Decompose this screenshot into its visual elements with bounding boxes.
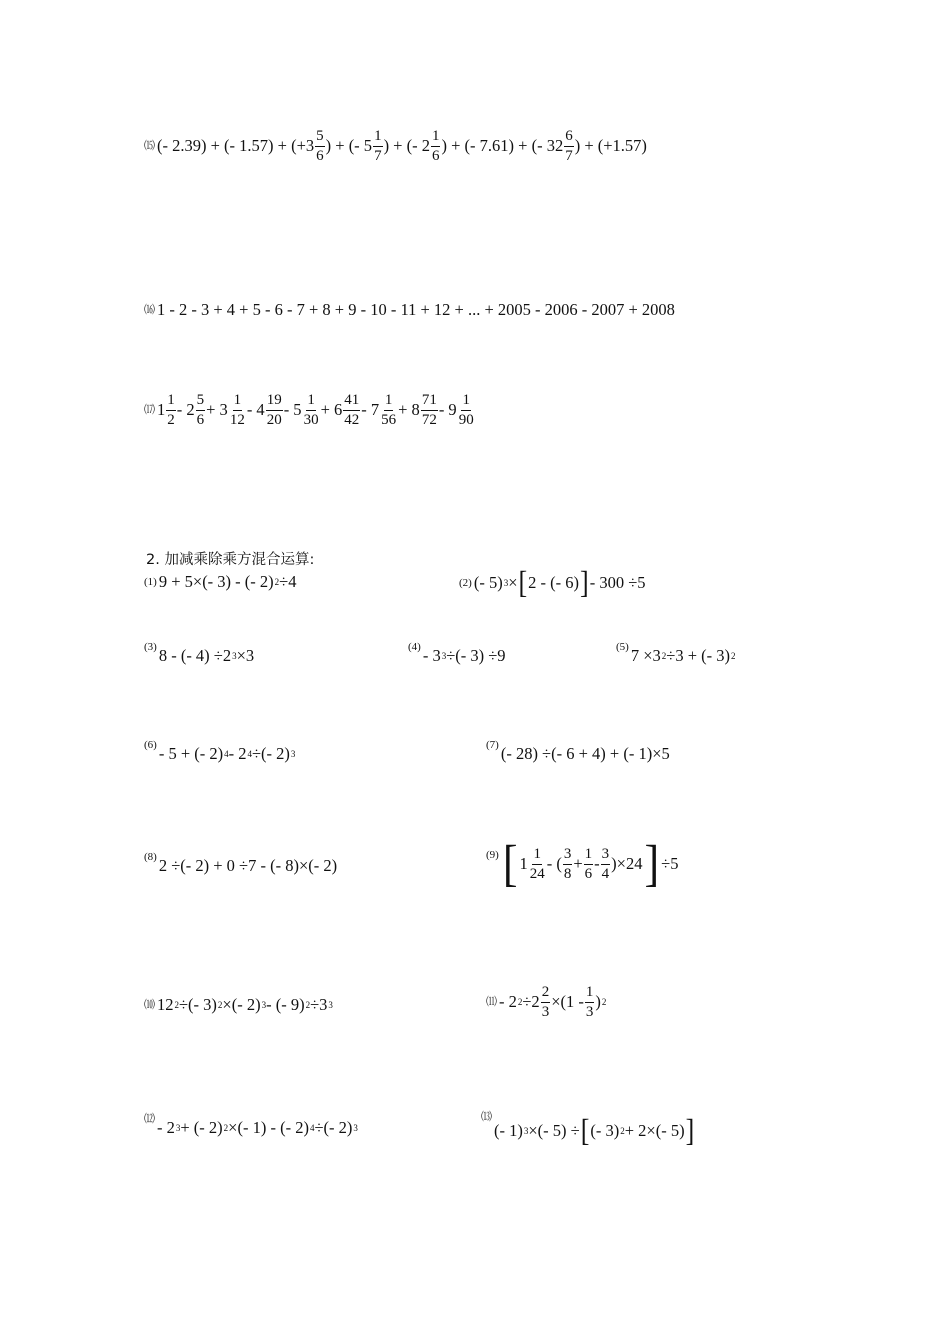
expression-part: - 2 xyxy=(157,1118,175,1137)
fraction: $\frac{71}{72}$ xyxy=(421,392,437,428)
problem-7 xyxy=(486,739,670,763)
exponent: 3 xyxy=(353,1122,358,1133)
integer-part: + 8 xyxy=(398,400,420,420)
fraction: $\frac{1}{24}$ xyxy=(529,845,545,882)
integer-part: - 7 xyxy=(361,400,380,420)
expression-part: (- 1) xyxy=(494,1120,523,1140)
exponent: 3 xyxy=(328,999,333,1010)
problem-13 xyxy=(481,1111,695,1148)
problem-number: (1) xyxy=(144,575,157,588)
exponent: 2 xyxy=(305,999,311,1010)
expression-part: 2 - (- 6) xyxy=(528,572,580,592)
problem-6 xyxy=(144,739,296,763)
expression-part: ÷5 xyxy=(661,853,679,873)
problem-16 xyxy=(144,302,675,319)
expression-part: ÷4 xyxy=(279,572,297,591)
expression-part: (- 2.39) + (- 1.57) + (+3 xyxy=(157,136,315,156)
problem-number: (6) xyxy=(144,739,157,751)
problem-15 xyxy=(144,129,647,164)
fraction: $\frac{1}{6}$ xyxy=(431,128,440,164)
problem-number: ⒄ xyxy=(144,404,155,416)
expression-part: ÷2 xyxy=(522,992,540,1012)
exponent: 3 xyxy=(523,1125,529,1136)
fraction: $\frac{5}{6}$ xyxy=(316,128,324,164)
problem-5 xyxy=(616,641,736,665)
expression-part: - xyxy=(594,853,600,873)
problem-4 xyxy=(408,641,506,665)
expression-part: - 3 xyxy=(422,646,441,665)
fraction: $\frac{19}{20}$ xyxy=(266,392,282,428)
expression-part: ×(- 2) xyxy=(222,995,261,1014)
expression-part: - ( xyxy=(546,853,562,873)
problem-number: (5) xyxy=(616,641,629,653)
exponent: 3 xyxy=(175,1122,181,1133)
expression-part: - 300 ÷5 xyxy=(589,572,646,592)
problem-3 xyxy=(144,641,255,665)
problem-number: ⑾ xyxy=(486,996,497,1008)
expression-part: ×(1 - xyxy=(551,992,584,1012)
expression-part: + 2×(- 5) xyxy=(624,1120,685,1140)
left-bracket: [ xyxy=(580,1113,590,1148)
integer-part: - 9 xyxy=(438,400,457,420)
integer-part: + 3 xyxy=(206,400,228,420)
expression-part: 8 - (- 4) ÷2 xyxy=(158,646,232,665)
problem-number: (2) xyxy=(459,576,472,589)
exponent: 2 xyxy=(223,1122,229,1133)
problem-number: ⒂ xyxy=(144,140,155,152)
problem-12 xyxy=(144,1113,358,1137)
fraction: $\frac{1}{6}$ xyxy=(584,845,593,882)
expression-part: ) + (- 5 xyxy=(325,136,373,156)
exponent: 2 xyxy=(217,999,223,1010)
expression-part: ) + (- 2 xyxy=(383,136,430,156)
expression-part: ÷(- 3) xyxy=(179,995,217,1014)
fraction: $\frac{1}{7}$ xyxy=(374,128,382,164)
exponent: 2 xyxy=(274,576,280,587)
exponent: 4 xyxy=(309,1122,315,1133)
fraction: $\frac{3}{8}$ xyxy=(563,845,572,882)
expression-part: ÷(- 2) xyxy=(252,744,290,763)
problem-number: ⑿ xyxy=(144,1113,155,1125)
problem-11 xyxy=(486,985,606,1020)
right-bracket: ] xyxy=(580,565,589,600)
fraction: $\frac{3}{4}$ xyxy=(601,845,610,882)
problem-number: (4) xyxy=(408,641,421,653)
expression-part: ) + (+1.57) xyxy=(574,136,647,156)
exponent: 3 xyxy=(261,999,267,1010)
expression-part: (- 3) xyxy=(590,1120,620,1140)
integer-part: - 4 xyxy=(246,400,265,420)
expression-part: 9 + 5×(- 3) - (- 2) xyxy=(158,572,274,591)
expression-part: 7 ×3 xyxy=(630,646,661,665)
problem-10 xyxy=(144,997,333,1014)
expression-part: - 2 xyxy=(499,992,517,1012)
expression-part: ×3 xyxy=(236,646,255,665)
fraction: $\frac{2}{3}$ xyxy=(541,984,550,1020)
expression-part: + (- 2) xyxy=(180,1118,223,1137)
fraction: $\frac{1}{2}$ xyxy=(167,392,175,428)
problem-number: (9) xyxy=(486,849,499,861)
problem-2 xyxy=(459,565,646,600)
expression-part: ×(- 1) - (- 2) xyxy=(228,1118,309,1137)
exponent: 2 xyxy=(601,997,607,1007)
exponent: 2 xyxy=(620,1125,625,1136)
exponent: 3 xyxy=(290,748,296,759)
exponent: 2 xyxy=(174,999,179,1010)
problem-1 xyxy=(144,574,296,591)
expression-part: ×(- 5) ÷ xyxy=(528,1120,580,1140)
expression-part: ) xyxy=(595,992,601,1012)
problem-number: ⒃ xyxy=(144,303,155,316)
fraction: $\frac{1}{56}$ xyxy=(381,392,397,428)
expression-part: ÷3 xyxy=(310,995,328,1014)
section-heading: 2. 加减乘除乘方混合运算: xyxy=(146,552,315,568)
expression-part: 2 ÷(- 2) + 0 ÷7 - (- 8)×(- 2) xyxy=(158,856,338,875)
expression-part: 12 xyxy=(157,995,174,1014)
integer-part: 1 xyxy=(157,400,166,420)
exponent: 3 xyxy=(441,650,447,661)
problem-17 xyxy=(144,393,476,428)
expression-part: (- 5) xyxy=(473,572,503,592)
expression-part: - 5 + (- 2) xyxy=(158,744,224,763)
problem-number: (7) xyxy=(486,739,499,751)
expression-part: ÷(- 2) xyxy=(314,1118,353,1137)
problem-number: ⑽ xyxy=(144,998,155,1011)
exponent: 4 xyxy=(247,748,252,759)
fraction: $\frac{1}{12}$ xyxy=(229,392,245,428)
fraction: $\frac{1}{90}$ xyxy=(458,392,474,428)
integer-part: + 6 xyxy=(320,400,343,420)
fraction: $\frac{41}{42}$ xyxy=(344,392,360,428)
expression-part: × xyxy=(508,572,518,592)
expression-part: ) + (- 7.61) + (- 32 xyxy=(441,136,564,156)
expression-part: - (- 9) xyxy=(266,995,305,1014)
problem-number: (8) xyxy=(144,851,157,863)
exponent: 3 xyxy=(232,650,237,661)
problem-9 xyxy=(486,835,679,892)
fraction: $\frac{5}{6}$ xyxy=(196,392,205,428)
fraction: $\frac{6}{7}$ xyxy=(565,128,573,164)
exponent: 4 xyxy=(224,748,229,759)
fraction: $\frac{1}{3}$ xyxy=(585,984,594,1020)
expression-part: ÷3 + (- 3) xyxy=(666,646,730,665)
expression-part: (- 28) ÷(- 6 + 4) + (- 1)×5 xyxy=(500,744,670,763)
exponent: 2 xyxy=(661,650,667,661)
expression-part: ÷(- 3) ÷9 xyxy=(446,646,506,665)
problem-number: ⒀ xyxy=(481,1111,492,1123)
expression-part: - 2 xyxy=(228,744,247,763)
fraction: $\frac{1}{30}$ xyxy=(303,392,319,428)
problem-number: (3) xyxy=(144,641,157,653)
exponent: 2 xyxy=(517,997,523,1007)
expression-part: + xyxy=(573,853,583,873)
expression-text: 1 - 2 - 3 + 4 + 5 - 6 - 7 + 8 + 9 - 10 - 11 + 12 + ... + 2005 - 2006 - 2007 + 2008 xyxy=(157,300,675,319)
right-bracket: ] xyxy=(644,835,660,892)
exponent: 3 xyxy=(503,577,509,588)
right-bracket: ] xyxy=(685,1113,695,1148)
integer-part: - 5 xyxy=(283,400,302,420)
left-bracket: [ xyxy=(502,835,518,892)
integer-part: 1 xyxy=(519,853,528,873)
exponent: 2 xyxy=(731,650,736,661)
problem-8 xyxy=(144,851,338,875)
integer-part: - 2 xyxy=(176,400,195,420)
expression-part: )×24 xyxy=(611,853,643,873)
left-bracket: [ xyxy=(518,565,528,600)
